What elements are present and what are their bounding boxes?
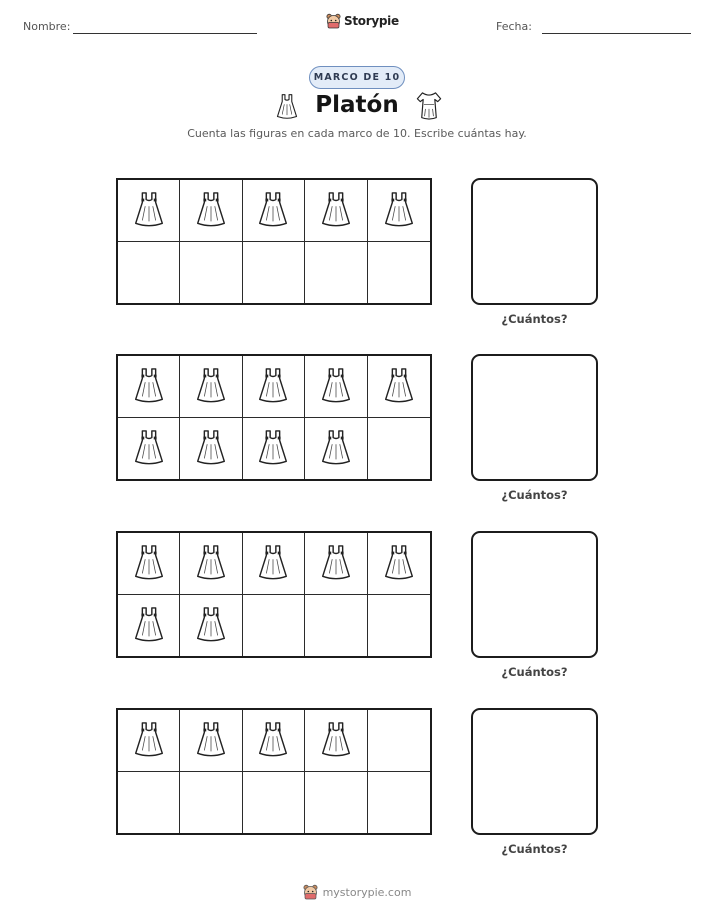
frame-cell: [243, 356, 305, 418]
frame-cell: [180, 418, 242, 480]
frame-cell: [368, 180, 430, 242]
dress-icon: [130, 365, 168, 407]
dress-icon: [130, 427, 168, 469]
worksheet-type-badge: MARCO DE 10: [309, 66, 405, 89]
frame-cell: [305, 242, 367, 304]
frame-cell: [180, 772, 242, 834]
dress-icon: [317, 719, 355, 761]
dress-icon: [317, 365, 355, 407]
dress-icon: [254, 542, 292, 584]
frame-cell: [368, 356, 430, 418]
frame-cell: [305, 356, 367, 418]
frame-cell: [368, 710, 430, 772]
dress-icon: [192, 427, 230, 469]
dress-icon: [254, 427, 292, 469]
frame-cell: [118, 533, 180, 595]
frame-cell: [305, 772, 367, 834]
footer-url: mystorypie.com: [322, 885, 412, 899]
dress-icon: [192, 719, 230, 761]
frame-cell: [305, 710, 367, 772]
dress-icon: [130, 189, 168, 231]
dress-icon: [192, 604, 230, 646]
frame-cell: [368, 418, 430, 480]
frame-cell: [118, 356, 180, 418]
frame-cell: [305, 595, 367, 657]
frame-cell: [118, 710, 180, 772]
dress-icon: [192, 365, 230, 407]
brand-logo: [326, 13, 399, 29]
ten-frame: [116, 708, 432, 835]
frame-cell: [368, 533, 430, 595]
dress-icon: [317, 189, 355, 231]
name-field[interactable]: [73, 33, 257, 34]
frame-cell: [180, 710, 242, 772]
ten-frame: [116, 531, 432, 658]
dress-icon: [254, 719, 292, 761]
frame-cell: [305, 533, 367, 595]
dress-icon: [254, 189, 292, 231]
dress-icon: [414, 90, 444, 122]
dress-icon: [380, 542, 418, 584]
bear-icon: [303, 884, 318, 900]
frame-cell: [180, 242, 242, 304]
frame-cell: [118, 242, 180, 304]
page-title: Platón: [315, 92, 399, 118]
frame-cell: [180, 356, 242, 418]
answer-label: ¿Cuántos?: [501, 488, 568, 502]
bear-icon: [326, 13, 341, 29]
dress-icon: [130, 542, 168, 584]
dress-icon: [192, 189, 230, 231]
frame-cell: [243, 533, 305, 595]
frame-cell: [243, 772, 305, 834]
answer-box[interactable]: [471, 531, 598, 658]
dress-icon: [317, 542, 355, 584]
frame-cell: [243, 242, 305, 304]
brand-name: Storypie: [344, 14, 399, 28]
footer: [0, 884, 714, 900]
frame-cell: [368, 595, 430, 657]
answer-label: ¿Cuántos?: [501, 312, 568, 326]
dress-icon: [380, 189, 418, 231]
frame-cell: [243, 710, 305, 772]
dress-icon: [130, 604, 168, 646]
frame-cell: [118, 772, 180, 834]
frame-cell: [368, 772, 430, 834]
answer-box[interactable]: [471, 178, 598, 305]
name-label: Nombre:: [23, 20, 71, 33]
answer-label: ¿Cuántos?: [501, 665, 568, 679]
frame-cell: [180, 180, 242, 242]
frame-cell: [368, 242, 430, 304]
dress-icon: [192, 542, 230, 584]
ten-frame: [116, 354, 432, 481]
dress-icon: [380, 365, 418, 407]
instructions: Cuenta las figuras en cada marco de 10. Escribe cuántas hay.: [187, 127, 527, 140]
frame-cell: [180, 533, 242, 595]
ten-frame: [116, 178, 432, 305]
dress-icon: [254, 365, 292, 407]
answer-box[interactable]: [471, 354, 598, 481]
answer-box[interactable]: [471, 708, 598, 835]
answer-label: ¿Cuántos?: [501, 842, 568, 856]
frame-cell: [305, 418, 367, 480]
frame-cell: [305, 180, 367, 242]
dress-icon: [317, 427, 355, 469]
dress-icon: [130, 719, 168, 761]
date-label: Fecha:: [496, 20, 532, 33]
frame-cell: [118, 180, 180, 242]
frame-cell: [243, 595, 305, 657]
date-field[interactable]: [542, 33, 691, 34]
frame-cell: [243, 180, 305, 242]
frame-cell: [243, 418, 305, 480]
frame-cell: [118, 595, 180, 657]
frame-cell: [180, 595, 242, 657]
frame-cell: [118, 418, 180, 480]
